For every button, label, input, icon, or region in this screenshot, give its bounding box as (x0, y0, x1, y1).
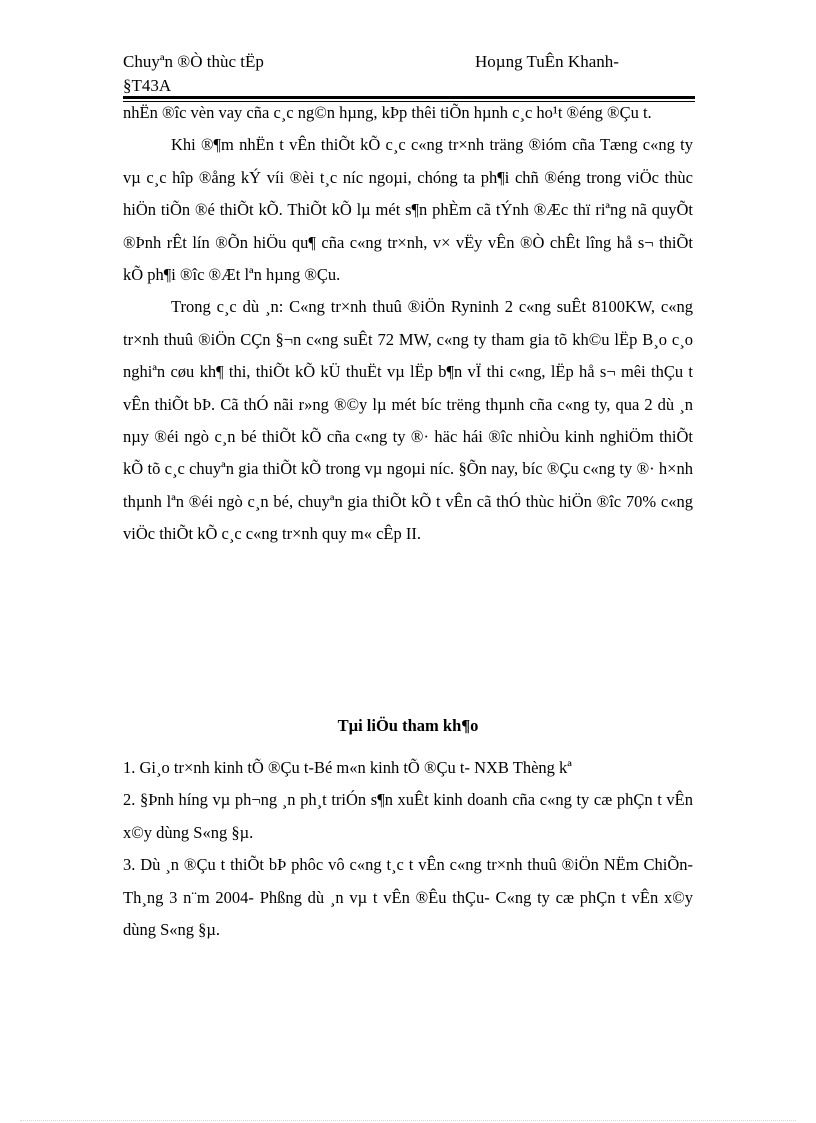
paragraph-3: Trong c¸c dù ¸n: C«ng tr×nh thuû ®iÖn Ryninh 2 c«ng suÊt 8100KW, c«ng tr×nh thuû ®iÖn CÇn §¬n c«ng suÊt 72 MW, c«ng ty tham gia tõ kh©u lËp B¸o c¸o nghiªn cøu kh¶ thi, thiÕt kÕ kÜ thuËt vµ lËp b¶n vÏ thi c«ng, lËp hå s¬ mêi thÇu t vÊn thiÕt bÞ. Cã thÓ nãi r»ng ®©y lµ mét bíc trëng thµnh cña c«ng ty, qua 2 dù ¸n nµy ®éi ngò c¸n bé thiÕt kÕ cña c«ng ty ®· häc hái ®îc nhiÒu kinh nghiÖm thiÕt kÕ tõ c¸c chuyªn gia thiÕt kÕ trong vµ ngoµi níc. §Õn nay, bíc ®Çu c«ng ty ®· h×nh thµnh lªn ®éi ngò c¸n bé, chuyªn gia thiÕt kÕ t vÊn cã thÓ thùc hiÖn ®îc 70% c«ng viÖc thiÕt kÕ c¸c c«ng tr×nh quy m« cÊp II. (123, 297, 693, 544)
header-course-title: Chuyªn ®Ò thùc tËp (123, 52, 264, 71)
header-author-name: Hoµng TuÊn Khanh- (475, 52, 619, 71)
header-left (123, 50, 343, 98)
references-list (123, 752, 693, 946)
page-bottom-border (20, 1120, 796, 1121)
reference-item-3: 3. Dù ¸n ®Çu t thiÕt bÞ phôc vô c«ng t¸c t vÊn c«ng tr×nh thuû ®iÖn NËm ChiÕn-Th¸ng 3 n¨m 2004- Phßng dù ¸n vµ t vÊn ®Êu thÇu- C«ng ty cæ phÇn t vÊn x©y dùng S«ng §µ. (123, 855, 693, 940)
paragraph-2: Khi ®¶m nhËn t vÊn thiÕt kÕ c¸c c«ng tr×nh träng ®ióm cña Tæng c«ng ty vµ c¸c hîp ®ång kÝ víi ®èi t¸c níc ngoµi, chóng ta ph¶i chñ ®éng trong viÖc thùc hiÖn tiÕn ®é thiÕt kÕ. ThiÕt kÕ lµ mét s¶n phÈm cã tÝnh ®Æc thï riªng nã quyÕt ®Þnh rÊt lín ®Õn hiÖu qu¶ cña c«ng tr×nh, v× vËy vÊn ®Ò chÊt lîng hå s¬ thiÕt kÕ ph¶i ®îc ®Æt lªn hµng ®Çu. (123, 135, 693, 285)
header-class-code: §T43A (123, 76, 172, 95)
reference-item-1: 1. Gi¸o tr×nh kinh tÕ ®Çu t-Bé m«n kinh tÕ ®Çu t- NXB Thèng kª (123, 758, 572, 777)
paragraph-1: nhËn ®îc vèn vay cña c¸c ng©n hµng, kÞp thêi tiÕn hµnh c¸c ho¹t ®éng ®Çu t. (123, 103, 652, 122)
references-title: Tµi liÖu tham kh¶o (337, 716, 479, 735)
body-text (123, 97, 693, 551)
reference-item-2: 2. §Þnh híng vµ ph¬ng ¸n ph¸t triÓn s¶n xuÊt kinh doanh cña c«ng ty cæ phÇn t vÊn x©y dùng S«ng §µ. (123, 790, 693, 842)
